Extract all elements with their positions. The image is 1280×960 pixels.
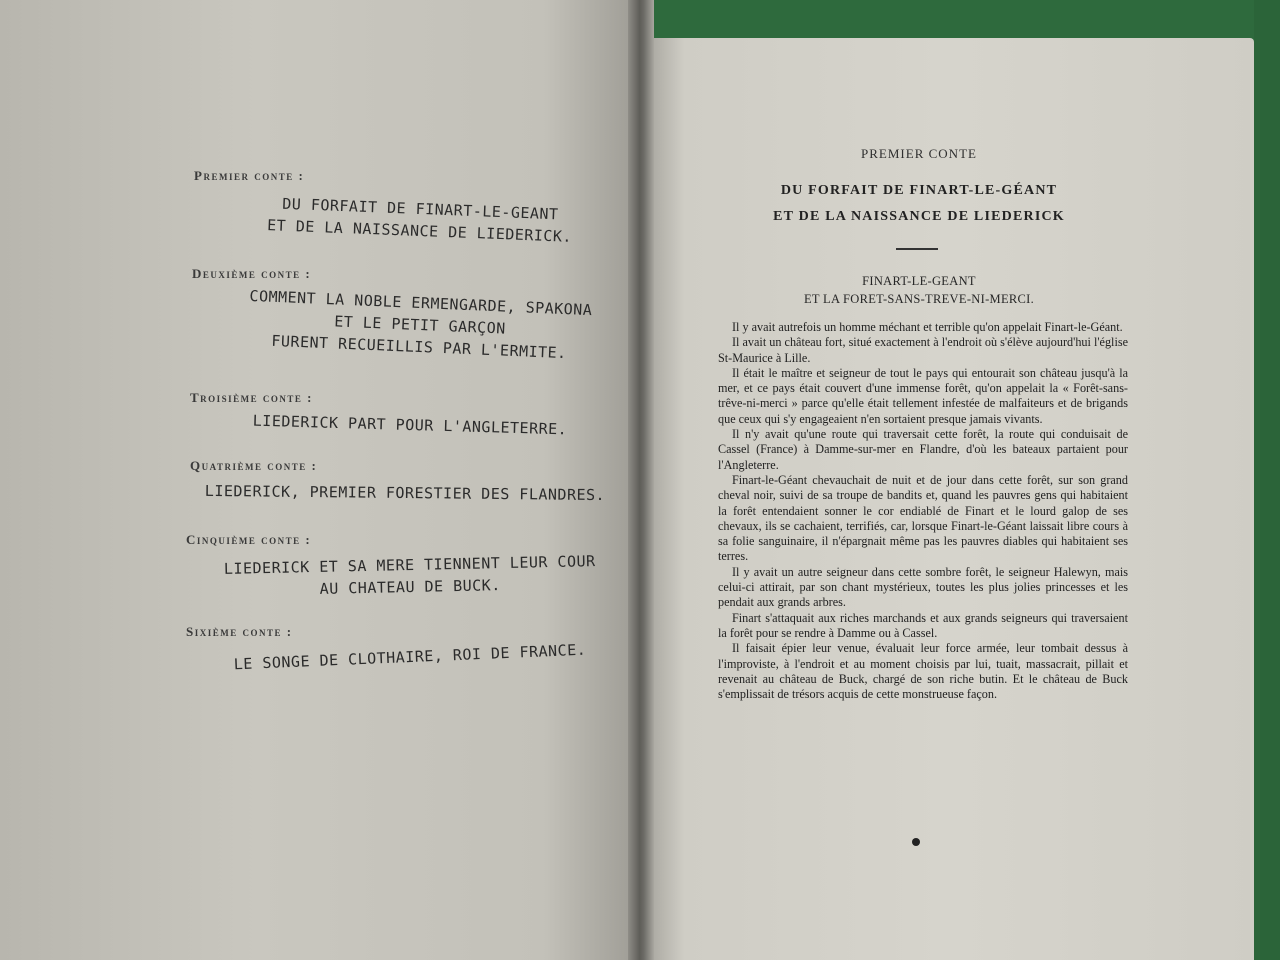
toc-title	[200, 408, 620, 442]
table-of-contents	[180, 168, 620, 684]
toc-title-line: LIEDERICK ET SA MERE TIENNENT LEUR COUR	[223, 552, 596, 578]
paragraph: Il avait un château fort, situé exactement à l'endroit où s'élève aujourd'hui l'église St-Maurice à Lille.	[718, 335, 1128, 365]
body-text	[718, 320, 1128, 702]
toc-entry-1	[180, 168, 620, 260]
toc-title	[219, 190, 620, 249]
toc-label: Quatrième conte :	[190, 458, 318, 473]
toc-title-line: FURENT RECUEILLIS PAR L'ERMITE.	[271, 331, 568, 363]
paragraph: Il faisait épier leur venue, évaluait leur force armée, leur tombait dessus à l'improviste, à l'endroit et au moment choisis par lui, tuait, massacrait, pillait et revenait au château de Buck, chargé de son riche butin. Et le château de Buck s'emplissait de trésors acquis de cette monstrueuse façon.	[718, 641, 1128, 702]
toc-label: Troisième conte :	[190, 390, 314, 405]
section-subtitle	[712, 272, 1126, 308]
title-divider	[896, 248, 938, 250]
paragraph: Finart-le-Géant chevauchait de nuit et de jour dans cette forêt, sur son grand cheval noir, suivi de sa troupe de bandits et, quand les pauvres gens qui habitaient la forêt entendaient sonner le cor endiablé de Finart et le lourd galop de ses chevaux, ils se cachaient, terrifiés, car, lorsque Finart-le-Géant laissait libre cours à sa folie sanguinaire, il n'épargnait même pas les pauvres diables qui habitaient ses terres.	[718, 472, 1128, 564]
toc-title	[200, 637, 621, 677]
chapter-title	[712, 178, 1126, 230]
book-gutter	[628, 0, 654, 960]
paragraph: Finart s'attaquait aux riches marchands et aux grands seigneurs qui traversaient la forêt pour se rendre à Damme ou à Cassel.	[718, 610, 1128, 640]
toc-title	[200, 550, 621, 603]
subtitle-line: ET LA FORET-SANS-TREVE-NI-MERCI.	[803, 292, 1035, 306]
chapter-title-line: DU FORFAIT DE FINART-LE-GÉANT	[780, 183, 1058, 198]
toc-entry-6	[180, 624, 620, 684]
toc-title	[219, 284, 621, 367]
paragraph: Il était le maître et seigneur de tout le pays qui entourait son château jusqu'à la mer, et ce pays était couvert d'une immense forêt, qu'on appelait la « Forêt-sans-trêve-ni-merci » parce qu'elle était tellement infestée de malfaiteurs et de brigands que ceux qui s'y engageaient n'en sortaient presque jamais vivants.	[718, 365, 1128, 426]
paragraph: Il n'y avait qu'une route qui traversait cette forêt, la route qui conduisait de Cassel (France) à Damme-sur-mer en Flandre, d'où les bateaux partaient pour l'Angleterre.	[718, 427, 1128, 472]
green-background-top	[654, 0, 1280, 40]
toc-title-line: LE SONGE DE CLOTHAIRE, ROI DE FRANCE.	[233, 640, 587, 674]
toc-title	[190, 480, 620, 507]
green-background-right	[1254, 0, 1280, 960]
toc-label: Cinquième conte :	[186, 532, 312, 547]
subtitle-line: FINART-LE-GEANT	[862, 274, 976, 288]
toc-entry-4	[180, 458, 620, 532]
chapter-title-line: ET DE LA NAISSANCE DE LIEDERICK	[773, 209, 1065, 224]
toc-title-line: DU FORFAIT DE FINART-LE-GEANT	[281, 194, 559, 224]
toc-entry-2	[180, 266, 620, 386]
paragraph: Il y avait un autre seigneur dans cette sombre forêt, le seigneur Halewyn, mais celui-ci attirait, par son chant mystérieux, toutes les plus jolies princesses et les pendait aux grands arbres.	[718, 564, 1128, 610]
toc-label: Premier conte :	[194, 168, 305, 183]
paragraph: Il y avait autrefois un homme méchant et terrible qu'on appelait Finart-le-Géant.	[732, 320, 1123, 334]
toc-label: Deuxième conte :	[192, 266, 312, 281]
page-ornament-dot	[912, 838, 920, 846]
toc-title-line: COMMENT LA NOBLE ERMENGARDE, SPAKONA	[249, 286, 593, 320]
toc-title-line: AU CHATEAU DE BUCK.	[319, 576, 501, 598]
toc-title-line: ET DE LA NAISSANCE DE LIEDERICK.	[266, 216, 573, 246]
toc-title-line: ET LE PETIT GARÇON	[333, 312, 507, 338]
toc-label: Sixième conte :	[186, 624, 293, 639]
toc-title-line: LIEDERICK, PREMIER FORESTIER DES FLANDRES.	[204, 481, 606, 505]
toc-entry-5	[180, 532, 620, 624]
toc-entry-3	[180, 390, 620, 458]
toc-title-line: LIEDERICK PART POUR L'ANGLETERRE.	[252, 411, 568, 439]
chapter-heading: PREMIER CONTE	[861, 146, 977, 161]
